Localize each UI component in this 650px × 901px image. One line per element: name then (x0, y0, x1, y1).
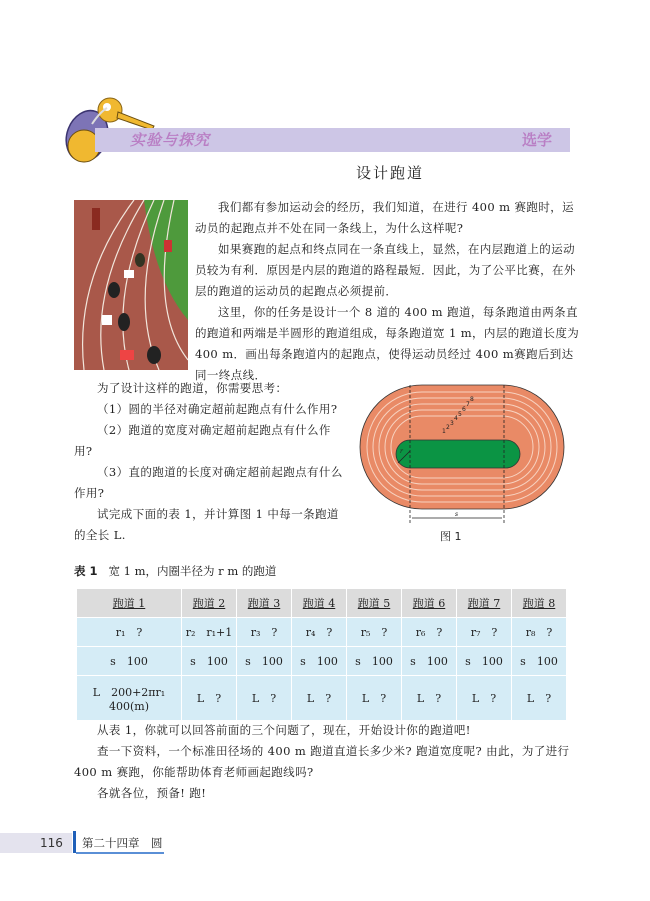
cell: L 200+2πr₁ 400(m) (77, 676, 182, 721)
table-caption-label: 表 1 (74, 564, 98, 578)
cell: r₆ ? (402, 618, 457, 647)
optional-tag: 选学 (522, 131, 553, 149)
header-lane-7: 跑道 7 (457, 589, 512, 618)
straight-label: s (455, 511, 459, 518)
cell: r₅ ? (347, 618, 402, 647)
radius-label: r (400, 448, 403, 455)
header-lane-5: 跑道 5 (347, 589, 402, 618)
cell: r₈ ? (512, 618, 567, 647)
question-1: （1）圆的半径对确定超前起跑点有什么作用? (97, 402, 338, 416)
cell: L ? (457, 676, 512, 721)
cell: L ? (402, 676, 457, 721)
cell: s 100 (182, 647, 237, 676)
cell: r₂ r₁+1 (182, 618, 237, 647)
question-2: （2）跑道的宽度对确定超前起跑点有什么作用? (74, 423, 331, 458)
table-row-length (77, 676, 567, 721)
cell: r₇ ? (457, 618, 512, 647)
header-lane-4: 跑道 4 (292, 589, 347, 618)
header-lane-2: 跑道 2 (182, 589, 237, 618)
figure-caption: 图 1 (440, 530, 462, 543)
header-lane-1: 跑道 1 (77, 589, 182, 618)
svg-text:3: 3 (450, 420, 454, 427)
lanes-table (76, 588, 567, 721)
chapter-title: 第二十四章 圆 (82, 836, 163, 850)
cell: L ? (182, 676, 237, 721)
intro-paragraph-1: 我们都有参加运动会的经历，我们知道，在进行 400 m 赛跑时，运动员的起跑点并不处在同一条线上，为什么这样呢? (195, 200, 575, 235)
page-title: 设计跑道 (355, 164, 424, 182)
table-header-row (77, 589, 567, 618)
table-row-straight (77, 647, 567, 676)
question-3: （3）直的跑道的长度对确定超前起跑点有什么作用? (74, 465, 343, 500)
footer-underline (76, 852, 164, 854)
intro-paragraph-3: 这里，你的任务是设计一个 8 道的 400 m 跑道，每条跑道由两条直的跑道和两端是半圆形的跑道组成，每条跑道宽 1 m，内层的跑道长度为 400 m．画出每条跑道内的起跑点，使得运动员经过 400 m赛跑后到达同一终点线． (195, 305, 580, 382)
outro-paragraph-2: 查一下资料，一个标准田径场的 400 m 跑道直道长多少米? 跑道宽度呢? 由此，为了进行 400 m 赛跑，你能帮助体育老师画起跑线吗? (74, 744, 570, 779)
header-lane-6: 跑道 6 (402, 589, 457, 618)
page-number: 116 (40, 836, 63, 850)
table-caption-text: 宽 1 m，内圈半径为 r m 的跑道 (108, 564, 277, 578)
svg-text:7: 7 (466, 401, 470, 408)
section-label: 实验与探究 (130, 131, 211, 149)
track-diagram (358, 383, 580, 523)
intro-text (195, 197, 580, 386)
cell: s 100 (457, 647, 512, 676)
outro-paragraph-1: 从表 1，你就可以回答前面的三个问题了，现在，开始设计你的跑道吧! (97, 723, 471, 737)
svg-text:5: 5 (458, 411, 462, 418)
cell: L ? (512, 676, 567, 721)
header-lane-8: 跑道 8 (512, 589, 567, 618)
cell: L ? (347, 676, 402, 721)
table-caption (74, 563, 276, 579)
runners-photo (74, 200, 188, 370)
outro-text (74, 720, 584, 804)
outro-paragraph-3: 各就各位，预备! 跑! (97, 786, 207, 800)
cell: L ? (237, 676, 292, 721)
questions (74, 378, 344, 546)
cell: s 100 (237, 647, 292, 676)
cell: s 100 (402, 647, 457, 676)
svg-text:6: 6 (462, 406, 466, 413)
cell: r₄ ? (292, 618, 347, 647)
cell: s 100 (347, 647, 402, 676)
cell: s 100 (512, 647, 567, 676)
task-text: 试完成下面的表 1，并计算图 1 中每一条跑道的全长 L. (74, 507, 339, 542)
cell: s 100 (77, 647, 182, 676)
table-row-radius (77, 618, 567, 647)
svg-text:1: 1 (442, 428, 446, 435)
svg-text:8: 8 (470, 396, 474, 403)
footer-divider (73, 831, 76, 853)
cell: s 100 (292, 647, 347, 676)
questions-lead: 为了设计这样的跑道，你需要思考： (97, 381, 288, 395)
header-lane-3: 跑道 3 (237, 589, 292, 618)
svg-text:4: 4 (454, 415, 458, 422)
cell: r₃ ? (237, 618, 292, 647)
cell: r₁ ? (77, 618, 182, 647)
cell: L ? (292, 676, 347, 721)
svg-text:2: 2 (446, 424, 450, 431)
intro-paragraph-2: 如果赛跑的起点和终点同在一条直线上，显然，在内层跑道上的运动员较为有利．原因是内层的跑道的路程最短．因此，为了公平比赛，在外层的跑道的运动员的起跑点必须提前． (195, 242, 576, 298)
